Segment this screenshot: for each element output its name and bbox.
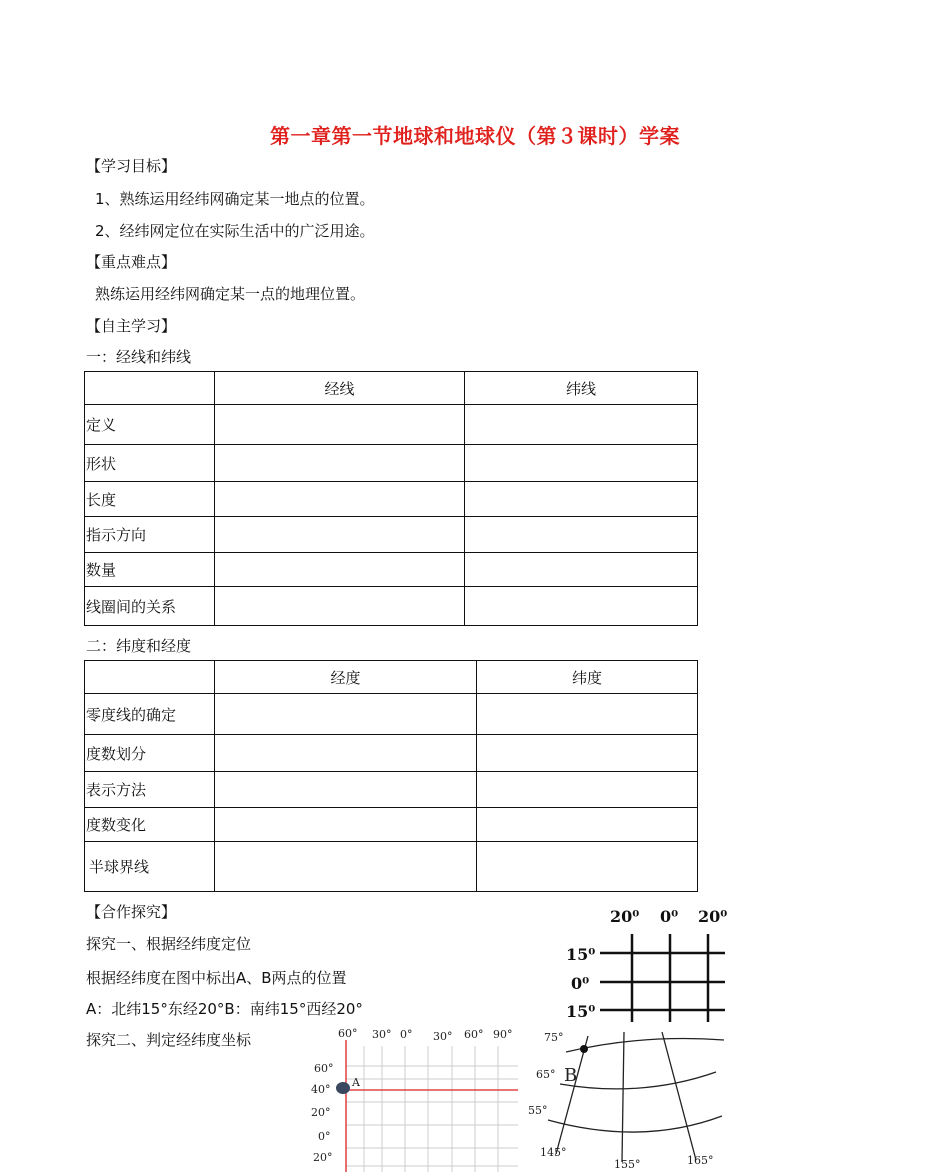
row-label: 数量 — [85, 553, 215, 587]
lon-label: 165° — [687, 1154, 714, 1167]
lon-label: 145° — [540, 1146, 567, 1159]
chart-top-label: 30° — [372, 1028, 392, 1041]
lat-label: 65° — [536, 1068, 556, 1081]
answer-cell[interactable] — [215, 842, 477, 892]
answer-cell[interactable] — [477, 808, 698, 842]
point-a-marker — [336, 1082, 350, 1094]
grid-figure — [560, 900, 740, 1025]
table-header-cell: 经线 — [215, 372, 465, 405]
grid-left-label: 0⁰ — [571, 974, 590, 993]
row-label: 定义 — [85, 405, 215, 445]
table-header-cell — [85, 661, 215, 694]
answer-cell[interactable] — [215, 482, 465, 517]
grid-top-label: 20⁰ — [698, 907, 728, 926]
chart-left-label: 60° — [314, 1062, 334, 1075]
row-label: 指示方向 — [85, 517, 215, 553]
point-b-label: B — [564, 1065, 578, 1086]
answer-cell[interactable] — [215, 587, 465, 626]
answer-cell[interactable] — [215, 735, 477, 772]
answer-cell[interactable] — [477, 772, 698, 808]
grid-left-label: 15⁰ — [566, 945, 596, 964]
point-a-label: A — [352, 1076, 360, 1089]
answer-cell[interactable] — [465, 553, 698, 587]
section-goals: 【学习目标】 — [86, 157, 177, 175]
section-key: 【重点难点】 — [86, 253, 177, 271]
section-coop: 【合作探究】 — [86, 903, 177, 921]
row-label: 零度线的确定 — [85, 694, 215, 735]
chart-top-label: 0° — [400, 1028, 413, 1041]
explore2-heading: 探究二、判定经纬度坐标 — [86, 1031, 252, 1049]
row-label: 半球界线 — [85, 842, 215, 892]
chart-top-label: 90° — [493, 1028, 513, 1041]
chart-figure — [300, 1022, 522, 1172]
row-label: 表示方法 — [85, 772, 215, 808]
grid-left-label: 15⁰ — [566, 1002, 596, 1021]
answer-cell[interactable] — [215, 694, 477, 735]
chart-left-label: 40° — [311, 1083, 331, 1096]
row-label: 度数划分 — [85, 735, 215, 772]
answer-cell[interactable] — [215, 405, 465, 445]
table-header-cell: 经度 — [215, 661, 477, 694]
section-self: 【自主学习】 — [86, 317, 177, 335]
table-degrees — [84, 660, 698, 892]
chart-left-label: 20° — [311, 1106, 331, 1119]
answer-cell[interactable] — [477, 735, 698, 772]
chart-top-label: 30° — [433, 1030, 453, 1043]
answer-cell[interactable] — [215, 517, 465, 553]
table-header-cell — [85, 372, 215, 405]
part2-heading: 二：纬度和经度 — [86, 637, 192, 655]
answer-cell[interactable] — [215, 553, 465, 587]
lat-label: 55° — [528, 1104, 548, 1117]
answer-cell[interactable] — [477, 694, 698, 735]
answer-cell[interactable] — [465, 445, 698, 482]
table-header-cell: 纬度 — [477, 661, 698, 694]
instruction-text: 根据经纬度在图中标出A、B两点的位置 — [86, 969, 347, 987]
chart-left-label: 20° — [313, 1151, 333, 1164]
page-title: 第一章第一节地球和地球仪（第３课时）学案 — [270, 124, 680, 148]
answer-cell[interactable] — [215, 772, 477, 808]
grid-top-label: 20⁰ — [610, 907, 640, 926]
answer-cell[interactable] — [465, 482, 698, 517]
chart-top-label: 60° — [338, 1027, 358, 1040]
chart-top-label: 60° — [464, 1028, 484, 1041]
row-label: 度数变化 — [85, 808, 215, 842]
answer-cell[interactable] — [215, 445, 465, 482]
lat-label: 75° — [544, 1031, 564, 1044]
row-label: 形状 — [85, 445, 215, 482]
answer-cell[interactable] — [215, 808, 477, 842]
goal-1: 1、熟练运用经纬网确定某一地点的位置。 — [95, 190, 375, 208]
point-b-marker — [580, 1045, 588, 1053]
row-label: 线圈间的关系 — [85, 587, 215, 626]
grid-top-label: 0⁰ — [660, 907, 679, 926]
table-header-cell: 纬线 — [465, 372, 698, 405]
chart-left-label: 0° — [318, 1130, 331, 1143]
answer-cell[interactable] — [465, 587, 698, 626]
lon-label: 155° — [614, 1158, 641, 1171]
answer-cell[interactable] — [465, 405, 698, 445]
goal-2: 2、经纬网定位在实际生活中的广泛用途。 — [95, 222, 375, 240]
answer-cell[interactable] — [477, 842, 698, 892]
points-text: A：北纬15°东经20°B：南纬15°西经20° — [86, 1000, 363, 1018]
explore1-heading: 探究一、根据经纬度定位 — [86, 935, 252, 953]
key-point: 熟练运用经纬网确定某一点的地理位置。 — [95, 285, 366, 303]
polar-figure — [522, 1022, 748, 1172]
answer-cell[interactable] — [465, 517, 698, 553]
table-lines — [84, 371, 698, 626]
row-label: 长度 — [85, 482, 215, 517]
part1-heading: 一：经线和纬线 — [86, 348, 192, 366]
